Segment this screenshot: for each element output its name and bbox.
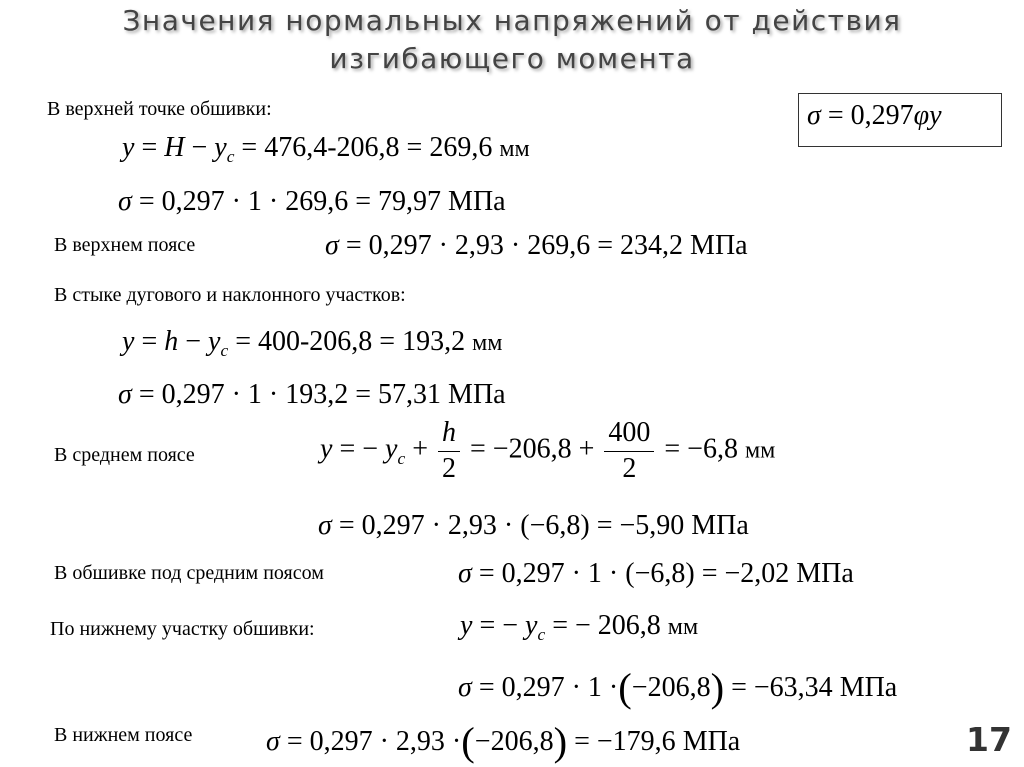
lower-skin-stress-expression: = 0,297 · 1 · xyxy=(478,672,619,704)
top-chord-stress-formula xyxy=(325,230,748,262)
sigma-symbol: σ xyxy=(266,726,280,758)
open-paren: ( xyxy=(461,719,475,764)
bottom-chord-stress-value: = −179,6 xyxy=(574,726,676,758)
y-var: y xyxy=(122,326,135,357)
unit-mpa: МПа xyxy=(839,672,898,704)
y-var: y xyxy=(122,132,135,163)
fraction-denominator: 2 xyxy=(622,452,637,484)
middle-chord-y-formula xyxy=(320,418,775,485)
equals-minus: = − xyxy=(339,433,379,465)
unit-mpa: МПа xyxy=(796,558,854,589)
equals: = xyxy=(141,132,158,163)
subscript-c: c xyxy=(220,341,229,361)
joint-y-value: = 400-206,8 = 193,2 xyxy=(235,326,466,357)
unit-mpa: МПа xyxy=(448,379,506,410)
H-var: H xyxy=(164,132,185,163)
lower-skin-label: По нижнему участку обшивки: xyxy=(50,618,315,640)
equals-minus: = − xyxy=(479,610,519,641)
unit-mpa: МПа xyxy=(691,510,749,541)
lower-skin-stress-formula xyxy=(458,664,897,711)
minus: − xyxy=(191,132,208,163)
top-point-y-value: = 476,4-206,8 = 269,6 xyxy=(241,132,493,163)
open-paren: ( xyxy=(618,665,632,710)
unit-mm: мм xyxy=(667,614,699,640)
lower-skin-stress-value: = −63,34 xyxy=(731,672,833,704)
joint-label: В стыке дугового и наклонного участков: xyxy=(54,284,406,306)
fraction-numerator: 400 xyxy=(604,418,654,452)
top-point-y-formula xyxy=(122,132,530,167)
fraction-denominator: 2 xyxy=(441,452,456,484)
bottom-chord-stress-formula xyxy=(266,718,740,765)
lower-skin-inner-value: −206,8 xyxy=(631,672,711,704)
sigma-symbol: σ xyxy=(118,379,132,410)
formula-box xyxy=(798,93,1002,147)
y-var: y xyxy=(320,433,333,465)
close-paren: ) xyxy=(553,719,568,764)
fraction-h-over-2 xyxy=(438,418,460,485)
slide-title-line-1: Значения нормальных напряжений от действия xyxy=(122,4,902,37)
lower-skin-y-value: = − 206,8 xyxy=(552,610,661,641)
top-point-label: В верхней точке обшивки: xyxy=(47,98,272,120)
top-chord-stress-value: = 0,297 · 2,93 · 269,6 = 234,2 xyxy=(345,230,684,261)
skin-under-middle-stress-formula xyxy=(458,558,854,590)
joint-stress-value: = 0,297 · 1 · 193,2 = 57,31 xyxy=(138,379,442,410)
unit-mpa: МПа xyxy=(690,230,748,261)
y-symbol: y xyxy=(929,100,942,131)
sigma-symbol: σ xyxy=(118,186,132,217)
joint-y-formula xyxy=(122,326,502,361)
middle-chord-stress-value: = 0,297 · 2,93 · (−6,8) = −5,90 xyxy=(338,510,685,541)
unit-mm: мм xyxy=(744,437,776,464)
y-var: y xyxy=(208,326,221,357)
middle-expression: = −206,8 + xyxy=(469,433,595,465)
middle-chord-stress-formula xyxy=(318,510,749,542)
sigma-symbol: σ xyxy=(458,558,472,589)
unit-mpa: МПа xyxy=(682,726,741,758)
general-stress-formula xyxy=(807,100,942,132)
middle-chord-y-value: = −6,8 xyxy=(664,433,738,465)
y-var: y xyxy=(525,610,538,641)
fraction-400-over-2 xyxy=(604,418,654,485)
page-number: 17 xyxy=(966,720,1012,759)
top-point-stress-formula xyxy=(118,186,506,218)
bottom-chord-stress-expression: = 0,297 · 2,93 · xyxy=(286,726,462,758)
top-chord-label: В верхнем поясе xyxy=(54,234,196,256)
skin-under-middle-label: В обшивке под средним поясом xyxy=(54,562,324,584)
sigma-symbol: σ xyxy=(807,100,821,131)
plus: + xyxy=(412,433,428,465)
sigma-symbol: σ xyxy=(318,510,332,541)
subscript-c: c xyxy=(397,448,406,468)
close-paren: ) xyxy=(710,665,725,710)
minus: − xyxy=(185,326,202,357)
slide-title-line-2: изгибающего момента xyxy=(329,42,695,75)
sigma-symbol: σ xyxy=(325,230,339,261)
sigma-symbol: σ xyxy=(458,672,472,704)
equals: = xyxy=(141,326,158,357)
phi-symbol: φ xyxy=(913,100,930,131)
h-var: h xyxy=(164,326,179,357)
y-var: y xyxy=(214,132,227,163)
bottom-chord-label: В нижнем поясе xyxy=(54,724,193,746)
y-var: y xyxy=(460,610,473,641)
fraction-numerator: h xyxy=(438,418,460,452)
unit-mm: мм xyxy=(499,136,530,162)
bottom-chord-inner-value: −206,8 xyxy=(474,726,554,758)
subscript-c: c xyxy=(537,625,546,645)
skin-under-middle-stress-value: = 0,297 · 1 · (−6,8) = −2,02 xyxy=(478,558,790,589)
unit-mm: мм xyxy=(472,330,503,356)
y-var: y xyxy=(385,433,398,465)
unit-mpa: МПа xyxy=(448,186,506,217)
lower-skin-y-formula xyxy=(460,610,698,645)
top-point-stress-value: = 0,297 · 1 · 269,6 = 79,97 xyxy=(138,186,442,217)
joint-stress-formula xyxy=(118,379,506,411)
middle-chord-label: В среднем поясе xyxy=(54,444,195,466)
subscript-c: c xyxy=(226,147,235,167)
formula-coefficient: = 0,297 xyxy=(827,100,914,131)
